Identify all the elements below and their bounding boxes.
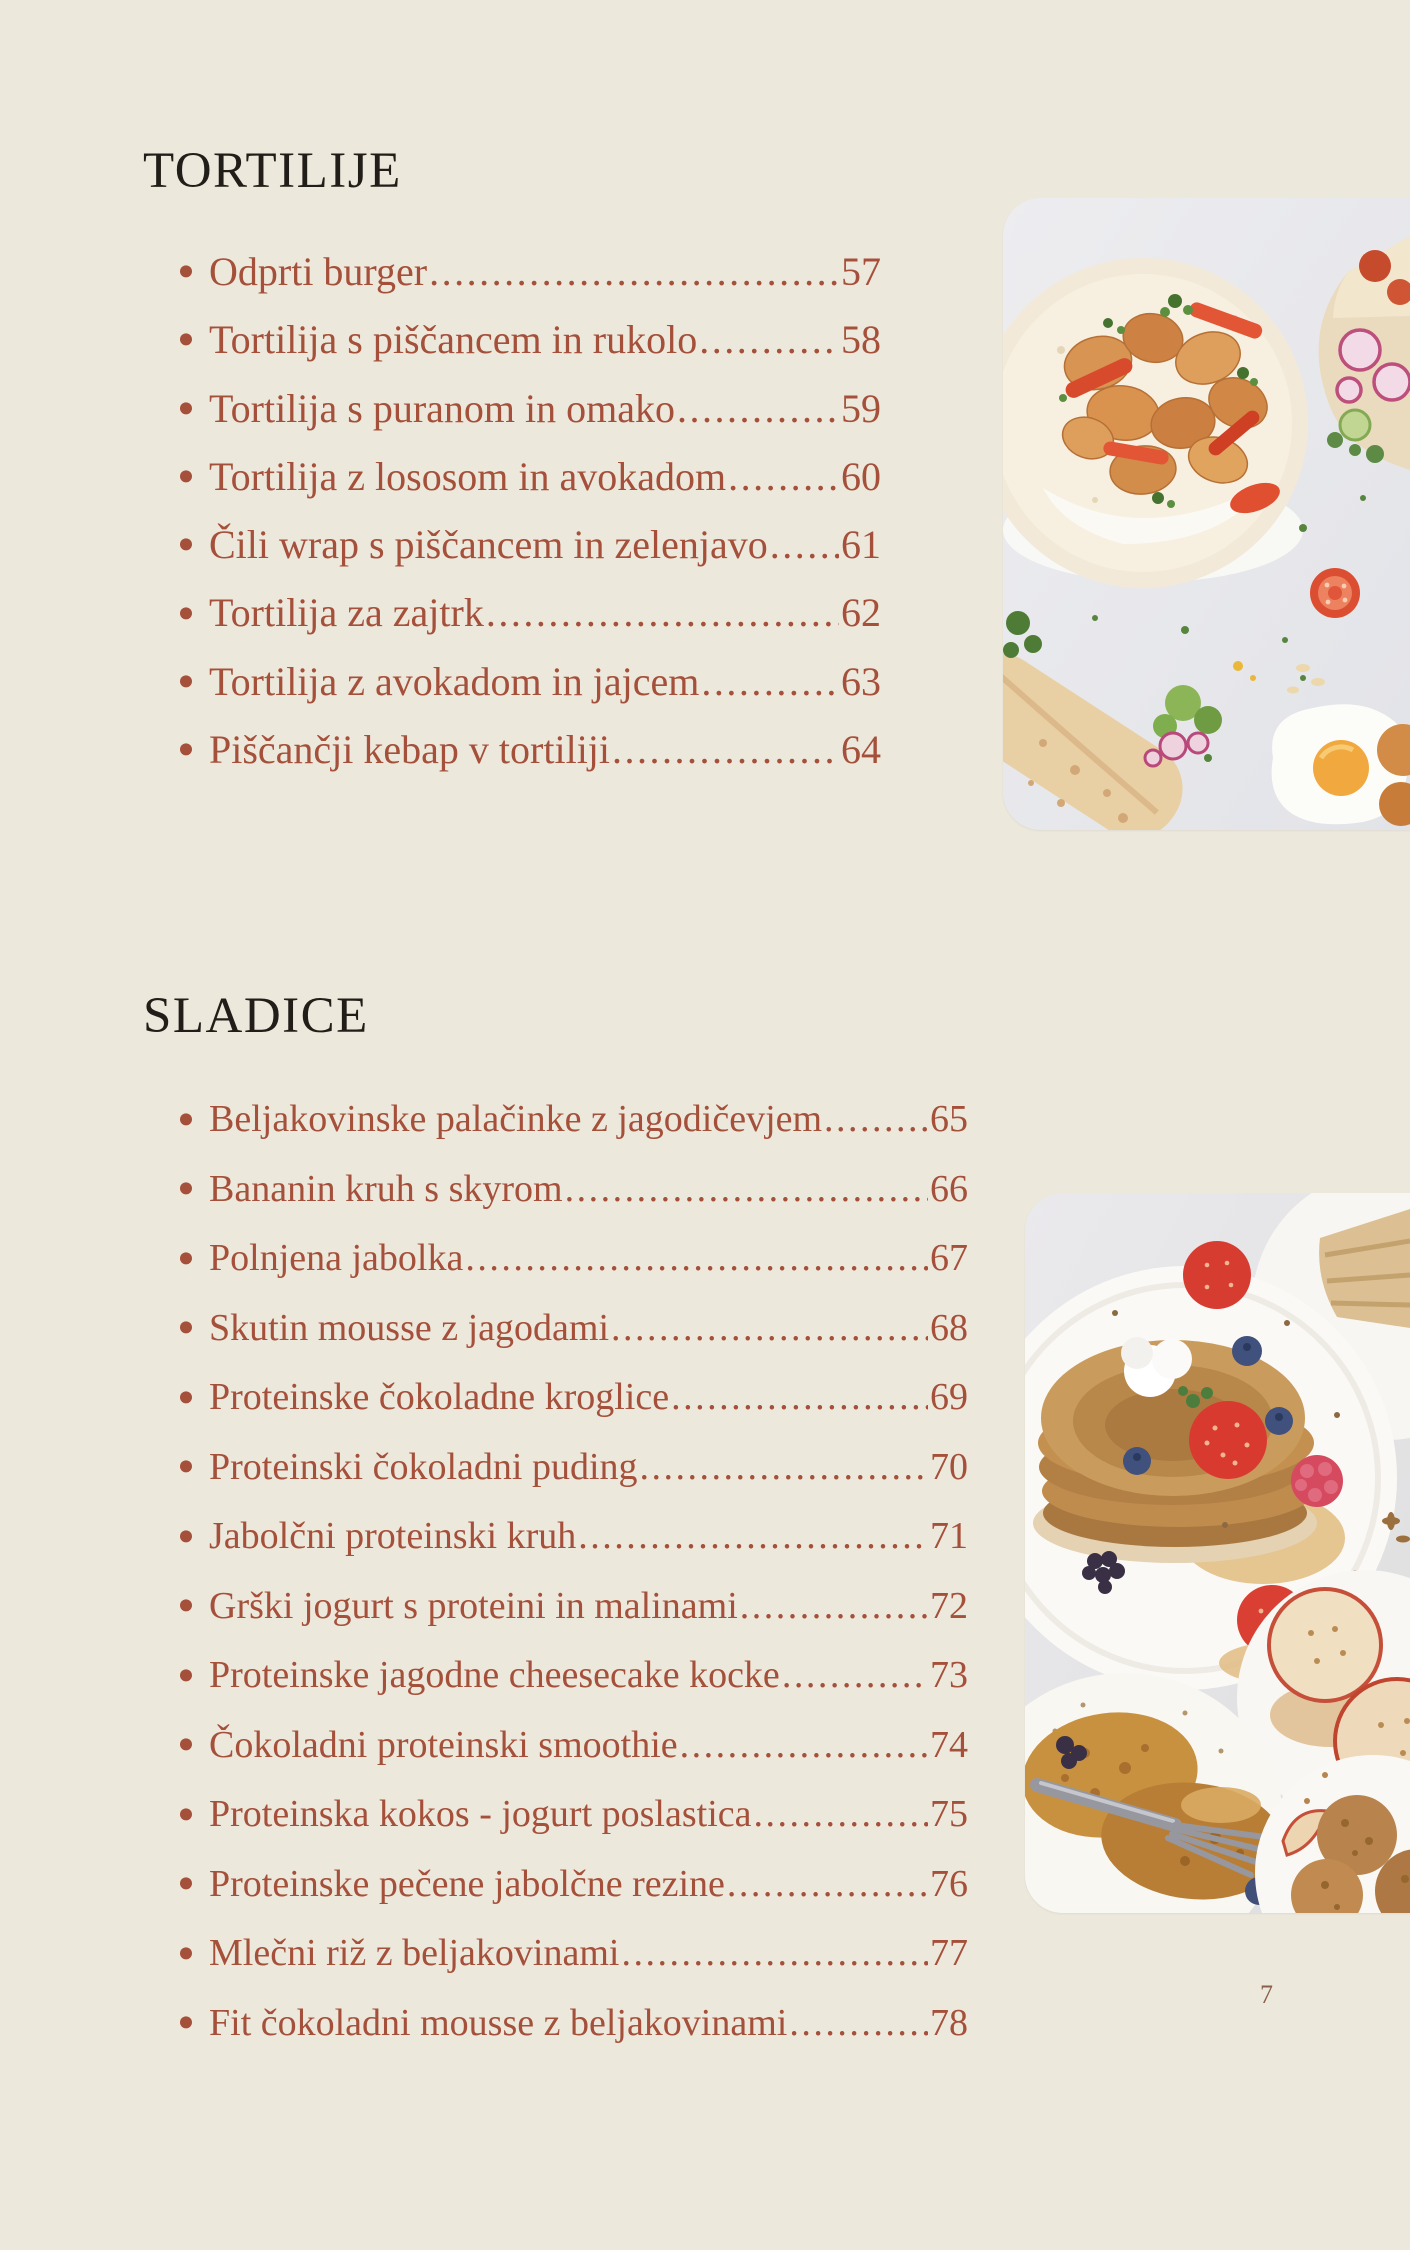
recipe-title: Proteinske jagodne cheesecake kocke (209, 1654, 780, 1696)
recipe-page-number: 74 (930, 1723, 968, 1766)
dot-leader (701, 648, 839, 716)
recipe-title: Grški jogurt s proteini in malinami (209, 1584, 738, 1627)
toc-item[interactable] (178, 1780, 968, 1850)
dot-leader (789, 1989, 928, 2059)
dot-leader (612, 716, 839, 784)
toc-item[interactable] (178, 579, 881, 647)
toc-item[interactable] (178, 648, 881, 716)
recipe-page-number: 73 (930, 1654, 968, 1696)
dot-leader (621, 1919, 928, 1989)
toc-item[interactable] (178, 1224, 968, 1294)
dot-leader (677, 375, 839, 443)
dot-leader (753, 1780, 928, 1850)
dot-leader (565, 1155, 928, 1225)
recipe-page-number: 57 (841, 249, 881, 294)
dot-leader (728, 443, 839, 511)
dot-leader (671, 1363, 928, 1433)
recipe-title: Proteinska kokos - jogurt poslastica (209, 1793, 752, 1835)
recipe-title: Čili wrap s piščancem in zelenjavo (209, 522, 768, 568)
recipe-page-number: 72 (930, 1584, 968, 1627)
toc-item[interactable] (178, 238, 881, 306)
recipe-title: Polnjena jabolka (209, 1237, 464, 1279)
toc-item[interactable] (178, 1850, 968, 1920)
recipe-title: Piščančji kebap v tortiliji (209, 727, 611, 773)
recipe-title: Fit čokoladni mousse z beljakovinami (209, 2001, 788, 2044)
toc-item[interactable] (178, 1294, 968, 1364)
toc-item[interactable] (178, 1989, 968, 2059)
recipe-page-number: 68 (930, 1306, 968, 1349)
recipe-title: Proteinski čokoladni puding (209, 1445, 638, 1488)
recipe-page-number: 77 (930, 1932, 968, 1974)
desserts-illustration (1025, 1193, 1410, 1913)
recipe-page-number: 63 (841, 658, 881, 704)
recipe-title: Tortilija s piščancem in rukolo (209, 317, 698, 363)
recipe-title: Tortilija s puranom in omako (209, 385, 676, 431)
tortilla-wraps-illustration (1003, 198, 1410, 830)
recipe-page-number: 65 (930, 1098, 968, 1140)
dot-leader (699, 306, 839, 374)
recipe-title: Bananin kruh s skyrom (209, 1167, 563, 1210)
recipe-page-number: 70 (930, 1445, 968, 1488)
toc-item[interactable] (178, 443, 881, 511)
folio-page-number: 7 (1260, 1980, 1273, 2009)
section-title-sladice: SLADICE (143, 988, 369, 1044)
recipe-title: Tortilija z lososom in avokadom (209, 453, 727, 499)
recipe-title: Proteinske pečene jabolčne rezine (209, 1862, 725, 1905)
recipe-page-number: 64 (841, 727, 881, 773)
recipe-page-number: 75 (930, 1793, 968, 1835)
toc-item[interactable] (178, 1711, 968, 1781)
toc-list-sladice (178, 1085, 968, 2058)
toc-item[interactable] (178, 716, 881, 784)
recipe-page-number: 71 (930, 1515, 968, 1557)
toc-item[interactable] (178, 1363, 968, 1433)
recipe-title: Proteinske čokoladne kroglice (209, 1376, 670, 1418)
toc-list-tortilije (178, 238, 881, 784)
tortilla-wraps-photo (1003, 198, 1410, 830)
recipe-title: Jabolčni proteinski kruh (209, 1515, 577, 1557)
dot-leader (578, 1502, 928, 1572)
recipe-page-number: 66 (930, 1167, 968, 1210)
toc-item[interactable] (178, 511, 881, 579)
desserts-photo (1025, 1193, 1410, 1913)
toc-item[interactable] (178, 1919, 968, 1989)
dot-leader (740, 1572, 928, 1642)
dot-leader (611, 1294, 928, 1364)
dot-leader (680, 1711, 928, 1781)
recipe-page-number: 67 (930, 1237, 968, 1279)
toc-item[interactable] (178, 375, 881, 443)
recipe-page-number: 69 (930, 1376, 968, 1418)
dot-leader (465, 1224, 928, 1294)
toc-item[interactable] (178, 1155, 968, 1225)
recipe-page-number: 58 (841, 317, 881, 363)
recipe-title: Tortilija z avokadom in jajcem (209, 658, 700, 704)
dot-leader (640, 1433, 928, 1503)
recipe-page-number: 59 (841, 385, 881, 431)
recipe-title: Beljakovinske palačinke z jagodičevjem (209, 1098, 823, 1140)
recipe-title: Mlečni riž z beljakovinami (209, 1932, 620, 1974)
section-title-tortilije: TORTILIJE (143, 143, 402, 199)
dot-leader (429, 238, 839, 306)
recipe-page-number: 61 (841, 522, 881, 568)
dot-leader (770, 511, 839, 579)
dot-leader (782, 1641, 928, 1711)
recipe-page-number: 60 (841, 453, 881, 499)
recipe-title: Tortilija za zajtrk (209, 590, 484, 636)
recipe-page-number: 78 (930, 2001, 968, 2044)
toc-item[interactable] (178, 1085, 968, 1155)
toc-item[interactable] (178, 1572, 968, 1642)
recipe-title: Odprti burger (209, 249, 428, 294)
recipe-title: Skutin mousse z jagodami (209, 1306, 610, 1349)
dot-leader (824, 1085, 928, 1155)
toc-item[interactable] (178, 1641, 968, 1711)
toc-item[interactable] (178, 1502, 968, 1572)
recipe-title: Čokoladni proteinski smoothie (209, 1723, 678, 1766)
dot-leader (727, 1850, 928, 1920)
recipe-page-number: 62 (841, 590, 881, 636)
dot-leader (486, 579, 839, 647)
toc-item[interactable] (178, 1433, 968, 1503)
toc-item[interactable] (178, 306, 881, 374)
recipe-page-number: 76 (930, 1862, 968, 1905)
